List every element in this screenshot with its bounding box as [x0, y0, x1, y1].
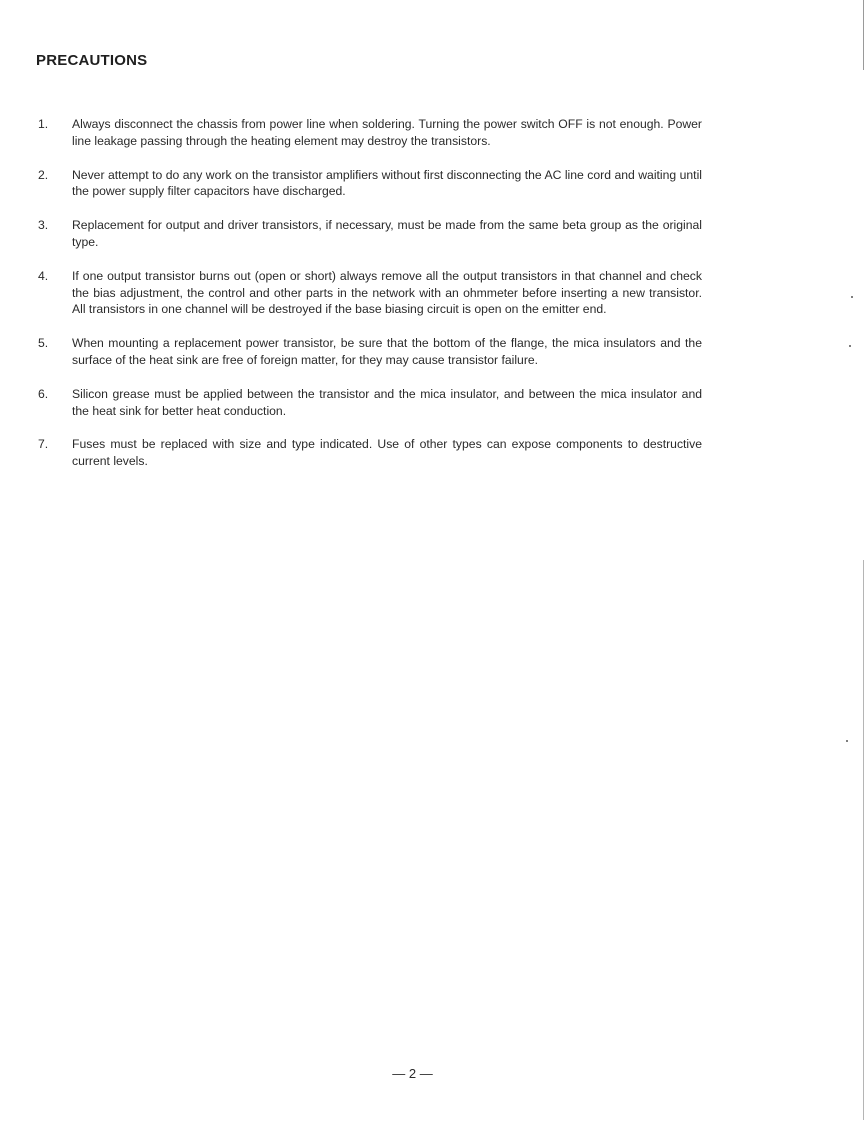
scan-edge-mark	[863, 560, 864, 1120]
list-item	[38, 386, 702, 420]
page-number: — 2 —	[392, 1066, 433, 1081]
list-item	[38, 335, 702, 369]
item-number: 7.	[38, 437, 49, 452]
item-number: 1.	[38, 117, 49, 131]
item-text: If one output transistor burns out (open or short) always remove all the output transistors in that channel and check the bias adjustment, the control and other parts in the network with an ohmmeter before inserting a new transistor. All transistors in one channel will be destroyed if the base biasing circuit is open on the emitter end.	[72, 268, 702, 317]
item-text: Fuses must be replaced with size and type indicated. Use of other types can expose components to destructive current levels.	[72, 437, 702, 469]
item-text: When mounting a replacement power transistor, be sure that the bottom of the flange, the mica insulators and the surface of the heat sink are free of foreign matter, for they may cause transistor failure.	[72, 336, 702, 367]
scan-speck	[846, 740, 848, 742]
page-title: PRECAUTIONS	[36, 52, 148, 69]
item-number: 5.	[38, 336, 49, 351]
item-text: Replacement for output and driver transistors, if necessary, must be made from the same beta group as the original type.	[72, 218, 702, 249]
item-text: Never attempt to do any work on the transistor amplifiers without first disconnecting the AC line cord and waiting until the power supply filter capacitors have discharged.	[72, 167, 702, 199]
list-item	[38, 217, 702, 251]
item-text: Always disconnect the chassis from power line when soldering. Turning the power switch OFF is not enough. Power line leakage passing through the heating element may destroy the transistors.	[72, 117, 702, 148]
list-item	[38, 167, 702, 201]
list-item	[38, 116, 702, 150]
list-item	[38, 268, 702, 318]
scan-speck	[849, 345, 851, 347]
item-number: 6.	[38, 386, 49, 401]
list-item	[38, 436, 702, 470]
item-number: 4.	[38, 268, 49, 283]
item-text: Silicon grease must be applied between the transistor and the mica insulator, and between the mica insulator and the heat sink for better heat conduction.	[72, 386, 702, 418]
scan-speck	[851, 296, 853, 298]
item-number: 3.	[38, 218, 49, 233]
precautions-list	[38, 116, 702, 487]
item-number: 2.	[38, 167, 49, 182]
scan-edge-mark	[863, 0, 864, 70]
